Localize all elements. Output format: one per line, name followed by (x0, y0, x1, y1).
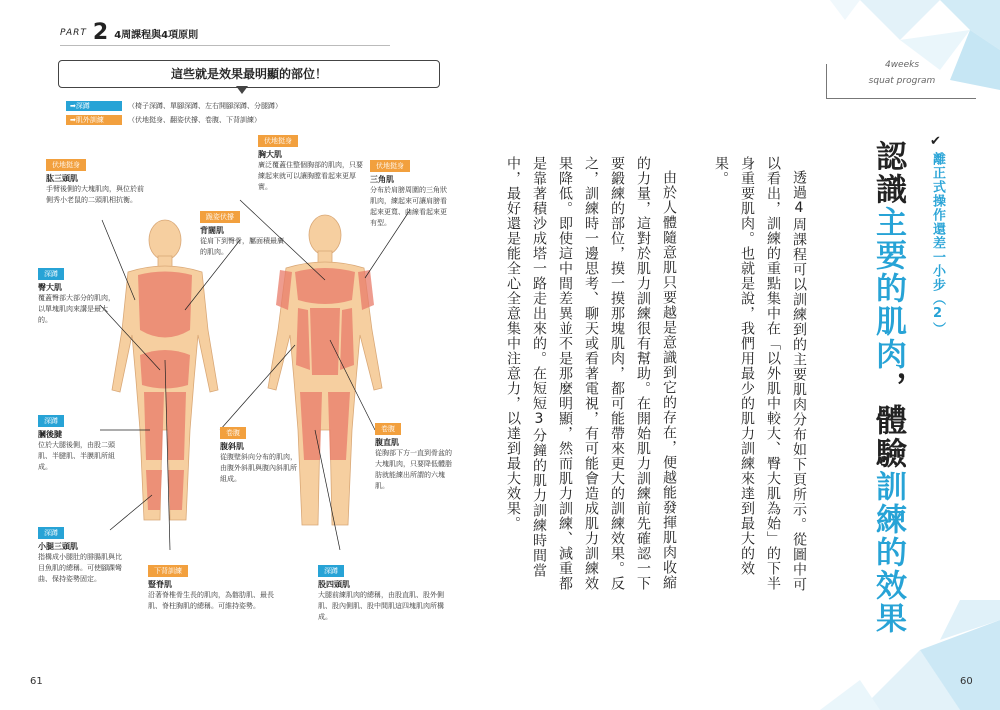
callout-box: 這些就是效果最明顯的部位！ (58, 60, 440, 88)
label-hamstrings-desc: 位於大腿後側，由股二頭肌、半腱肌、半膜肌所組成。 (38, 441, 115, 471)
label-erector-desc: 沿著脊椎骨生長的肌肉，為髂肋肌、最長肌、脊柱胸肌的總稱。可維持姿勢。 (148, 591, 274, 610)
title-part-a: 認識 (870, 140, 906, 206)
legend-extra (66, 115, 261, 125)
label-hamstrings-name: 膕後腱 (38, 430, 62, 439)
label-erector-tag: 下背訓練 (148, 565, 188, 577)
label-obliques-name: 腹斜肌 (220, 442, 244, 451)
label-obliques-tag: 卷腹 (220, 427, 246, 439)
label-erector-name: 豎脊肌 (148, 580, 172, 589)
section-subtitle: 離正式操作還差一小步（2） (930, 152, 945, 336)
legend-squat-tag: ➡深蹲 (66, 101, 122, 111)
label-glutes-name: 臀大肌 (38, 283, 62, 292)
legend-squat (66, 101, 282, 111)
label-triceps-tag: 伏地挺身 (46, 159, 86, 171)
chapter-title: 4周課程與4項原則 (114, 29, 199, 41)
label-glutes-desc: 覆蓋臀部大部分的肌肉，以單塊肌肉來講是最大的。 (38, 294, 115, 324)
page-number-left: 61 (30, 676, 43, 687)
legend-extra-tag: ➡肌外訓練 (66, 115, 122, 125)
label-abs (375, 416, 455, 492)
label-calf-tag: 深蹲 (38, 527, 64, 539)
label-chest (258, 128, 366, 193)
title-part-c: ，體驗 (870, 371, 906, 470)
label-calf-name: 小腿三頭肌 (38, 542, 78, 551)
label-hamstrings-tag: 深蹲 (38, 415, 64, 427)
label-triceps (46, 152, 146, 206)
label-chest-desc: 廣泛覆蓋住整個胸部的肌肉，只要練起來就可以讓胸膛看起來更厚實。 (258, 161, 363, 191)
label-erector (148, 558, 276, 612)
label-obliques (220, 420, 298, 485)
label-calf (38, 520, 124, 585)
label-chest-tag: 伏地挺身 (258, 135, 298, 147)
part-number: 2 (92, 20, 109, 45)
deco-text-program: squat program (868, 76, 936, 86)
label-lats-desc: 從肩下到臀骨，屬面積最廣的肌肉。 (200, 237, 284, 256)
label-calf-desc: 指構成小腿肚的腓腸肌與比目魚肌的總稱。可使腳踝彎曲、保持姿勢固定。 (38, 553, 122, 583)
label-quads (318, 558, 446, 623)
label-deltoid-name: 三角肌 (370, 175, 394, 184)
callout-tail (236, 86, 248, 94)
section-title (870, 140, 906, 635)
checkmark-icon: ✔ (930, 134, 941, 149)
body-paragraph-1: 透過4周課程可以訓練到的主要肌肉分布如下頁所示。從圖中可以看出，訓練的重點集中在「以外肌中較大、臀大肌為始」的下半身重要肌肉。也就是說，我們用最少的肌力訓練來達到最大的效果。 (713, 156, 807, 592)
label-glutes-tag: 深蹲 (38, 268, 64, 280)
label-deltoid (370, 153, 448, 229)
page-number-right: 60 (960, 676, 973, 687)
label-triceps-name: 肱三頭肌 (46, 174, 78, 183)
label-obliques-desc: 從腹壁斜向分布的肌肉，由腹外斜肌與腹內斜肌所組成。 (220, 453, 297, 483)
label-quads-tag: 深蹲 (318, 565, 344, 577)
label-glutes (38, 261, 120, 326)
body-paragraph-2: 由於人體隨意肌只要越是意識到它的存在，便越能發揮肌肉收縮的力量，這對於肌力訓練很有幫助。在開始肌力訓練前先確認一下要鍛練的部位，摸一摸那塊肌肉，都可能帶來更大的訓練效果。反之，訓練時一邊思考、聊天或看著電視，有可能會造成肌力訓練效果降低。即使這中間差異並不是那麼明顯，然而肌力訓練、減重都是靠著積沙成塔一路走出來的。在短短3分鐘的肌力訓練時間當中，最好還是能全心全意集中注意力，以達到最大效果。 (505, 156, 677, 591)
chapter-header (60, 22, 198, 44)
label-deltoid-desc: 分布於肩膀周圍的三角狀肌肉，練起來可讓肩膀看起來更寬、曲線看起來更有型。 (370, 186, 447, 227)
label-lats (200, 204, 290, 258)
body-text (474, 156, 812, 596)
label-abs-name: 腹直肌 (375, 438, 399, 447)
label-quads-desc: 大腿前練肌肉的總稱，由股直肌、股外側肌、股內側肌、股中間肌這四塊肌肉所構成。 (318, 591, 444, 621)
legend-extra-desc: （伏地挺身、翻姿伏撐、卷腹、下背訓練） (128, 116, 261, 124)
part-label: PART (60, 28, 87, 38)
deco-rule-horizontal (826, 98, 976, 99)
label-hamstrings (38, 408, 118, 473)
title-part-b: 主要的肌肉 (870, 206, 906, 371)
legend-squat-desc: （椅子深蹲、單腳深蹲、左右開腳深蹲、分腿蹲） (128, 102, 282, 110)
deco-rule-vertical (826, 64, 827, 98)
header-rule (60, 45, 390, 46)
label-lats-tag: 跪姿伏撐 (200, 211, 240, 223)
label-quads-name: 股四頭肌 (318, 580, 350, 589)
deco-text-weeks: 4weeks (884, 60, 920, 70)
label-deltoid-tag: 伏地挺身 (370, 160, 410, 172)
title-part-d: 訓練的效果 (870, 470, 906, 635)
label-lats-name: 背闊肌 (200, 226, 224, 235)
label-abs-tag: 卷腹 (375, 423, 401, 435)
label-chest-name: 胸大肌 (258, 150, 282, 159)
label-abs-desc: 從胸部下方一直到骨盆的大塊肌肉，只要降低體脂肪就能練出所謂的六塊肌。 (375, 449, 452, 490)
label-triceps-desc: 手臂後側的大塊肌肉，與位於前側秀小老鼠的二頭肌相抗衡。 (46, 185, 144, 204)
